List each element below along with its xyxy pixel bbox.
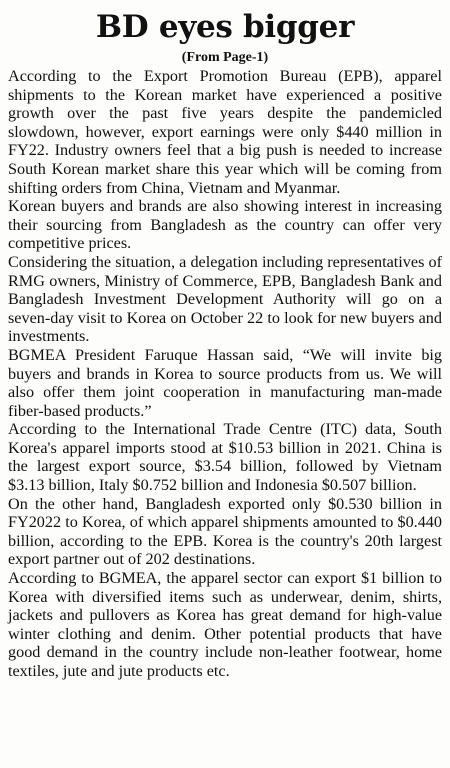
paragraph: BGMEA President Faruque Hassan said, “We will invite big buyers and brands in Korea to source products from us. We will also offer them joint cooperation in manufacturing man-made fiber-based products.” xyxy=(8,345,442,420)
article-body xyxy=(8,67,442,681)
paragraph: Considering the situation, a delegation including representatives of RMG owners, Ministry of Commerce, EPB, Bangladesh Bank and Bangladesh Investment Development Authority will go on a seven-day visit to Korea on October 22 to look for new buyers and investments. xyxy=(8,252,442,346)
paragraph: According to the Export Promotion Bureau (EPB), apparel shipments to the Korean market have experienced a positive growth over the past five years despite the pandemicled slowdown, however, export earnings were only $440 million in FY22. Industry owners feel that a big push is needed to increase South Korean market share this year which will be coming from shifting orders from China, Vietnam and Myanmar. xyxy=(8,67,442,197)
headline: BD eyes bigger xyxy=(95,9,355,45)
paragraph: According to the International Trade Centre (ITC) data, South Korea's apparel imports stood at $10.53 billion in 2021. China is the largest export source, $3.54 billion, followed by Vietnam $3.13 billion, Italy $0.752 billion and Indonesia $0.507 billion. xyxy=(8,420,442,495)
paragraph: According to BGMEA, the apparel sector can export $1 billion to Korea with diversified items such as underwear, denim, shirts, jackets and pullovers as Korea has great demand for high-value winter clothing and denim. Other potential products that have good demand in the country include non-leather footwear, home textiles, jute and jute products etc. xyxy=(8,569,442,680)
paragraph: On the other hand, Bangladesh exported only $0.530 billion in FY2022 to Korea, of which apparel shipments amounted to $0.440 billion, according to the EPB. Korea is the country's 20th largest export partner out of 202 destinations. xyxy=(8,494,442,569)
dateline: (From Page-1) xyxy=(181,50,269,65)
paragraph: Korean buyers and brands are also showing interest in increasing their sourcing from Bangladesh as the country can offer very competitive prices. xyxy=(8,197,442,253)
